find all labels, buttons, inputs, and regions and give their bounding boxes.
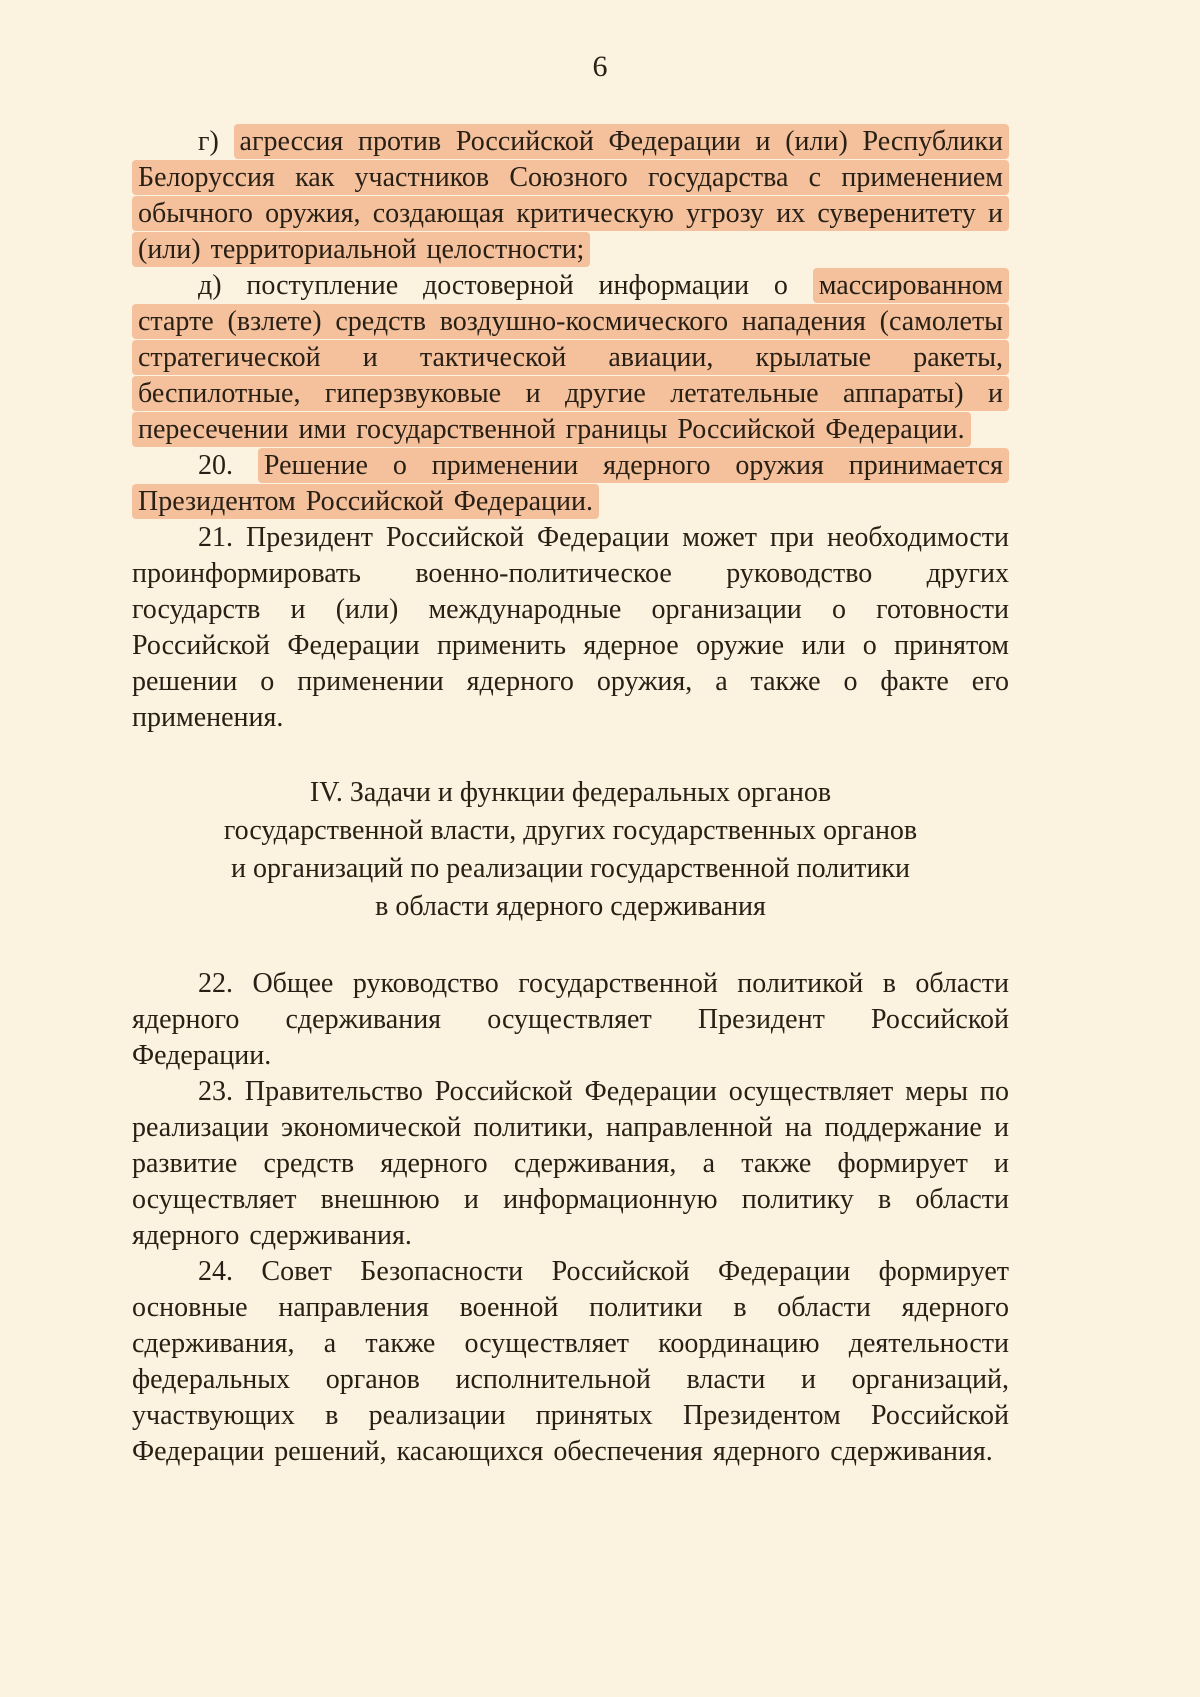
heading-line: IV. Задачи и функции федеральных органов bbox=[309, 777, 832, 808]
text-segment: 24. Совет Безопасности Российской Федерации формирует основные направления военной политики в области ядерного сдерживания, а также осуществляет координацию деятельности федеральных органов исполнительной власти и организаций, участвующих в реализации принятых Президентом Российской Федерации решений, касающихся обеспечения ядерного сдерживания. bbox=[132, 1256, 1009, 1467]
heading-line: государственной власти, других государственных органов bbox=[223, 815, 918, 846]
highlighted-text-segment: Решение о применении ядерного оружия принимается Президентом Российской Федерации. bbox=[132, 448, 1009, 519]
text-segment: г) bbox=[198, 126, 234, 157]
paragraph-item-22 bbox=[132, 966, 1009, 1074]
page-number: 6 bbox=[592, 50, 608, 83]
text-segment: д) поступление достоверной информации о bbox=[198, 270, 813, 301]
highlighted-text-segment: массированном старте (взлете) средств воздушно-космического нападения (самолеты стратегической и тактической авиации, крылатые ракеты, беспилотные, гиперзвуковые и другие летательные аппараты) и пересечении ими государственной границы Российской Федерации. bbox=[132, 268, 1009, 447]
heading-line: и организаций по реализации государственной политики bbox=[230, 853, 911, 884]
paragraph-item-20 bbox=[132, 448, 1009, 520]
paragraph-item-23 bbox=[132, 1074, 1009, 1254]
paragraph-item-24 bbox=[132, 1254, 1009, 1470]
heading-line: в области ядерного сдерживания bbox=[375, 891, 766, 922]
text-segment: 23. Правительство Российской Федерации осуществляет меры по реализации экономической политики, направленной на поддержание и развитие средств ядерного сдерживания, а также формирует и осуществляет внешнюю и информационную политику в области ядерного сдерживания. bbox=[132, 1076, 1009, 1251]
highlighted-text-segment: агрессия против Российской Федерации и (или) Республики Белоруссия как участников Союзного государства с применением обычного оружия, создающая критическую угрозу их суверенитету и (или) территориальной целостности; bbox=[132, 124, 1009, 267]
text-segment: 20. bbox=[198, 450, 258, 481]
text-segment: 22. Общее руководство государственной политикой в области ядерного сдерживания осуществляет Президент Российской Федерации. bbox=[132, 968, 1009, 1071]
paragraph-item-21 bbox=[132, 520, 1009, 736]
paragraph-item-g bbox=[132, 124, 1009, 268]
paragraph-item-d bbox=[132, 268, 1009, 448]
section-iv-heading bbox=[132, 774, 1009, 926]
text-segment: 21. Президент Российской Федерации может при необходимости проинформировать военно-политическое руководство других государств и (или) международные организации о готовности Российской Федерации применить ядерное оружие или о принятом решении о применении ядерного оружия, а также о факте его применения. bbox=[132, 522, 1009, 733]
document-body bbox=[132, 124, 1009, 1470]
